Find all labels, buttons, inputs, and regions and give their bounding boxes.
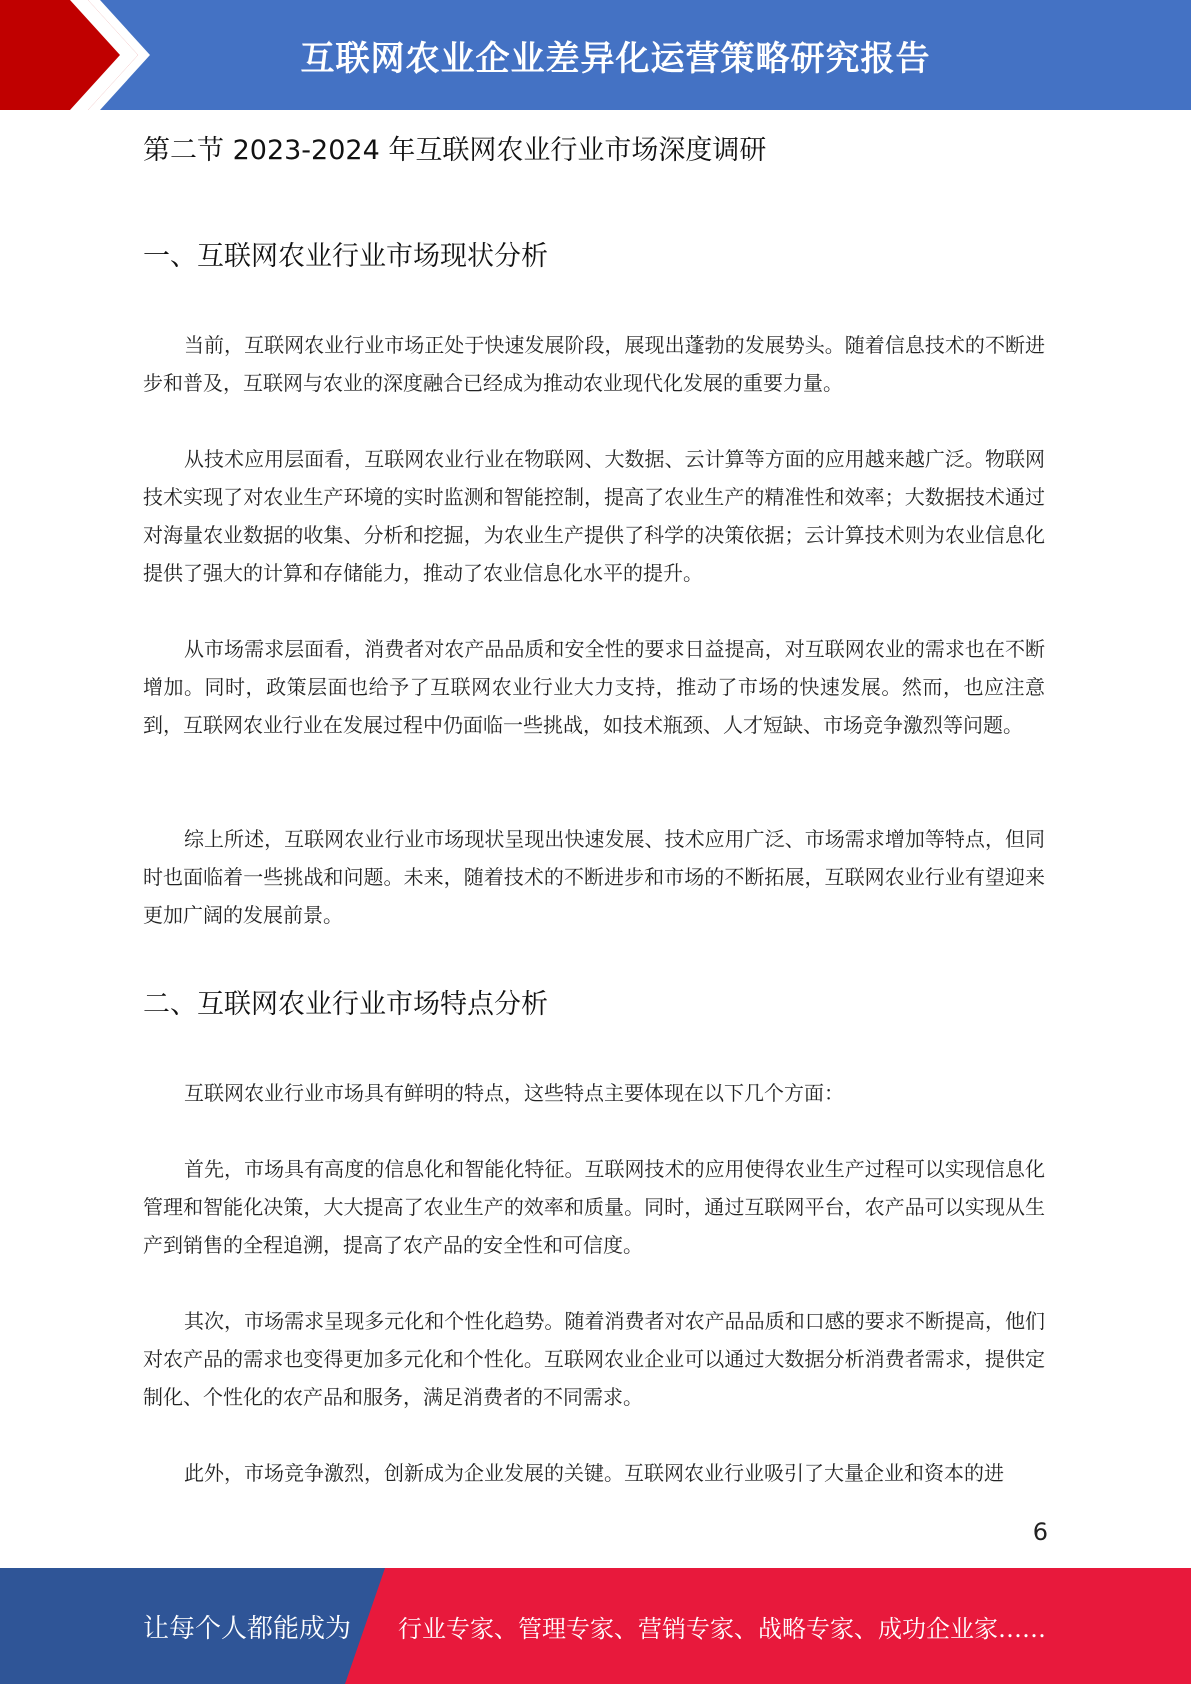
paragraph: 从市场需求层面看，消费者对农产品品质和安全性的要求日益提高，对互联网农业的需求也在不断增加。同时，政策层面也给予了互联网农业行业大力支持，推动了市场的快速发展。然而，也应注意到，互联网农业行业在发展过程中仍面临一些挑战，如技术瓶颈、人才短缺、市场竞争激烈等问题。 xyxy=(143,637,1045,737)
footer-slogan-right: 行业专家、管理专家、营销专家、战略专家、成功企业家…… xyxy=(398,1614,1046,1643)
footer-banner xyxy=(0,1568,1191,1684)
paragraph: 综上所述，互联网农业行业市场现状呈现出快速发展、技术应用广泛、市场需求增加等特点，但同时也面临着一些挑战和问题。未来，随着技术的不断进步和市场的不断拓展，互联网农业行业有望迎来更加广阔的发展前景。 xyxy=(143,827,1045,927)
heading-market-status: 一、互联网农业行业市场现状分析 xyxy=(143,241,548,272)
heading-market-features: 二、互联网农业行业市场特点分析 xyxy=(143,989,548,1020)
footer-slogan-left: 让每个人都能成为 xyxy=(143,1613,352,1644)
paragraph: 首先，市场具有高度的信息化和智能化特征。互联网技术的应用使得农业生产过程可以实现信息化管理和智能化决策，大大提高了农业生产的效率和质量。同时，通过互联网平台，农产品可以实现从生产到销售的全程追溯，提高了农产品的安全性和可信度。 xyxy=(143,1157,1045,1257)
header-banner xyxy=(0,0,1191,110)
section-title: 第二节 2023-2024 年互联网农业行业市场深度调研 xyxy=(143,135,767,166)
paragraph: 从技术应用层面看，互联网农业行业在物联网、大数据、云计算等方面的应用越来越广泛。物联网技术实现了对农业生产环境的实时监测和智能控制，提高了农业生产的精准性和效率；大数据技术通过对海量农业数据的收集、分析和挖掘，为农业生产提供了科学的决策依据；云计算技术则为农业信息化提供了强大的计算和存储能力，推动了农业信息化水平的提升。 xyxy=(143,447,1045,585)
page-number: 6 xyxy=(1032,1518,1048,1546)
paragraph: 当前，互联网农业行业市场正处于快速发展阶段，展现出蓬勃的发展势头。随着信息技术的不断进步和普及，互联网与农业的深度融合已经成为推动农业现代化发展的重要力量。 xyxy=(143,333,1045,395)
paragraph: 其次，市场需求呈现多元化和个性化趋势。随着消费者对农产品品质和口感的要求不断提高，他们对农产品的需求也变得更加多元化和个性化。互联网农业企业可以通过大数据分析消费者需求，提供定制化、个性化的农产品和服务，满足消费者的不同需求。 xyxy=(143,1309,1045,1409)
paragraph: 互联网农业行业市场具有鲜明的特点，这些特点主要体现在以下几个方面： xyxy=(184,1081,844,1105)
paragraph: 此外，市场竞争激烈，创新成为企业发展的关键。互联网农业行业吸引了大量企业和资本的进 xyxy=(184,1461,1004,1485)
report-title: 互联网农业企业差异化运营策略研究报告 xyxy=(300,38,931,79)
chevron-icon xyxy=(0,0,160,110)
